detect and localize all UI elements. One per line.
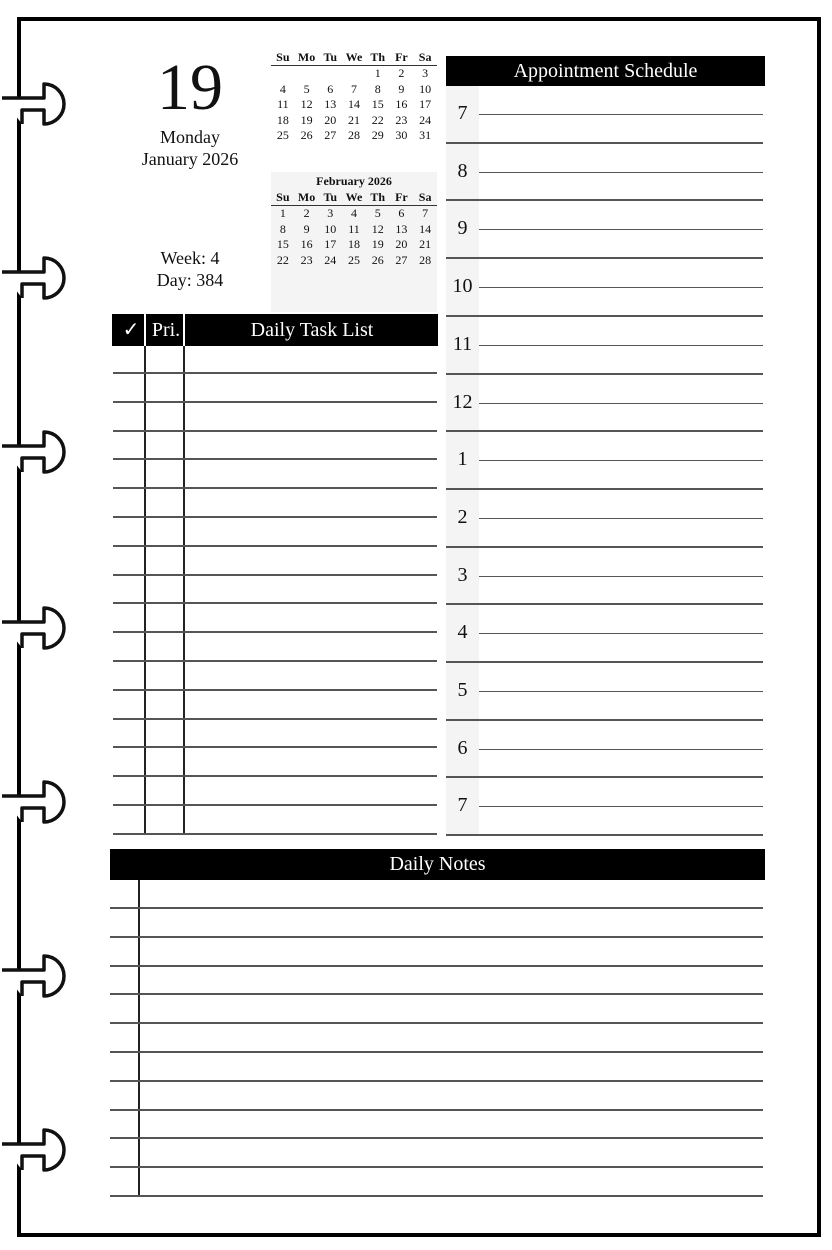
half-hour-line	[479, 518, 763, 519]
calendar-day: 21	[419, 237, 432, 251]
calendar-day: 13	[395, 221, 408, 236]
calendar-day: 29	[371, 128, 384, 142]
hour-line	[446, 776, 763, 778]
half-hour-line	[479, 172, 763, 173]
calendar-day: 26	[300, 128, 313, 142]
calendar-day: 18	[347, 237, 360, 251]
hour-line	[446, 142, 763, 144]
calendar-day: 4	[350, 206, 357, 220]
task-list-title: Daily Task List	[250, 319, 374, 341]
calendar-day: 9	[398, 81, 405, 96]
calendar-day: 18	[276, 112, 289, 127]
day-number: 19	[157, 51, 223, 124]
notes-row-line	[110, 1022, 763, 1024]
task-row-line	[113, 516, 437, 518]
calendar-weekday: Mo	[297, 190, 316, 204]
hour-label: 9	[457, 217, 468, 240]
hour-label: 1	[457, 448, 468, 471]
hour-line	[446, 315, 763, 317]
priority-column-label: Pri.	[151, 319, 181, 341]
calendar-day	[318, 66, 342, 82]
header-divider	[183, 314, 185, 346]
calendar-day: 15	[276, 237, 289, 251]
check-column-divider	[144, 346, 146, 834]
half-hour-line	[479, 633, 763, 634]
hour-label: 2	[457, 505, 468, 528]
month-year-label: January 2026	[141, 149, 239, 169]
calendar-day: 21	[347, 112, 360, 127]
calendar-day: 24	[419, 112, 432, 127]
hour-line	[446, 199, 763, 201]
calendar-day: 3	[327, 206, 334, 220]
header-divider	[144, 314, 146, 346]
hour-label: 7	[457, 102, 468, 124]
notes-row-line	[110, 965, 763, 967]
calendar-day: 19	[371, 237, 384, 251]
half-hour-line	[479, 229, 763, 230]
notes-row-line	[110, 1137, 763, 1139]
calendar-weekday: Tu	[323, 190, 338, 204]
notes-row-line	[110, 936, 763, 938]
priority-column-divider	[183, 346, 185, 834]
binder-ring	[0, 254, 80, 302]
check-column-label: ✓	[122, 319, 140, 341]
calendar-weekday-header	[271, 50, 437, 66]
calendar-day: 20	[395, 237, 408, 251]
hour-label: 8	[457, 159, 468, 182]
task-row-line	[113, 804, 437, 806]
hour-line	[446, 488, 763, 490]
calendar-day: 22	[276, 252, 289, 267]
calendar-day: 11	[277, 97, 289, 111]
calendar-weekday: Sa	[418, 190, 432, 204]
calendar-day-grid	[271, 66, 437, 144]
task-row-line	[113, 487, 437, 489]
calendar-weekday: Sa	[418, 50, 432, 64]
calendar-weekday: We	[345, 190, 363, 204]
calendar-day: 25	[276, 128, 289, 142]
hour-label: 12	[452, 390, 473, 413]
calendar-day: 1	[374, 66, 381, 80]
task-row-line	[113, 372, 437, 374]
half-hour-line	[479, 345, 763, 346]
notes-margin-line	[138, 880, 140, 1196]
calendar-day: 19	[300, 112, 313, 127]
calendar-weekday-header	[271, 190, 437, 206]
half-hour-line	[479, 403, 763, 404]
task-row-line	[113, 746, 437, 748]
half-hour-line	[479, 114, 763, 115]
task-row-line	[113, 689, 437, 691]
notes-row-line	[110, 993, 763, 995]
calendar-day-grid	[271, 206, 437, 268]
hour-line	[446, 834, 763, 836]
mini-calendar-february	[271, 172, 437, 312]
calendar-day: 22	[371, 112, 384, 127]
calendar-weekday: Fr	[395, 50, 408, 64]
calendar-day: 5	[374, 206, 381, 220]
task-row-line	[113, 660, 437, 662]
calendar-day: 17	[324, 237, 337, 251]
hour-line	[446, 257, 763, 259]
half-hour-line	[479, 691, 763, 692]
hour-line	[446, 546, 763, 548]
half-hour-line	[479, 460, 763, 461]
hour-line	[446, 373, 763, 375]
binder-ring	[0, 80, 80, 128]
calendar-day: 24	[324, 252, 337, 267]
calendar-day: 16	[300, 237, 313, 251]
calendar-weekday: Su	[276, 50, 290, 64]
calendar-day: 4	[279, 81, 286, 96]
calendar-day: 26	[371, 252, 384, 267]
task-row-line	[113, 574, 437, 576]
calendar-day: 17	[419, 97, 432, 111]
calendar-day	[342, 66, 366, 82]
task-row-line	[113, 718, 437, 720]
hour-label: 7	[457, 794, 468, 817]
binder-ring	[0, 1126, 80, 1174]
notes-row-line	[110, 1109, 763, 1111]
calendar-day: 14	[419, 221, 432, 236]
mini-calendar-january	[271, 50, 437, 144]
calendar-weekday: Th	[370, 50, 386, 64]
calendar-day: 6	[327, 81, 334, 96]
binder-ring	[0, 428, 80, 476]
calendar-weekday: Su	[276, 190, 290, 204]
calendar-day: 16	[395, 97, 408, 111]
calendar-day: 10	[419, 81, 432, 96]
hour-label: 3	[457, 563, 468, 586]
notes-row-line	[110, 907, 763, 909]
calendar-day: 8	[279, 221, 286, 236]
notes-row-line	[110, 1051, 763, 1053]
half-hour-line	[479, 806, 763, 807]
half-hour-line	[479, 287, 763, 288]
calendar-day: 5	[303, 81, 310, 96]
calendar-day: 3	[422, 66, 429, 80]
calendar-day: 11	[348, 221, 360, 236]
task-row-line	[113, 430, 437, 432]
task-row-line	[113, 775, 437, 777]
calendar-day: 8	[374, 81, 381, 96]
calendar-day: 28	[347, 128, 360, 142]
hour-label: 6	[457, 736, 468, 759]
calendar-day: 13	[324, 97, 337, 111]
task-row-line	[113, 401, 437, 403]
task-row-line	[113, 631, 437, 633]
notes-row-line	[110, 1080, 763, 1082]
hour-line	[446, 603, 763, 605]
task-row-line	[113, 458, 437, 460]
calendar-day: 25	[347, 252, 360, 267]
calendar-day: 30	[395, 128, 408, 142]
calendar-day: 15	[371, 97, 384, 111]
calendar-day: 28	[419, 252, 432, 267]
calendar-weekday: Th	[370, 190, 386, 204]
calendar-day: 10	[324, 221, 337, 236]
half-hour-line	[479, 749, 763, 750]
calendar-day	[271, 66, 295, 82]
task-row-line	[113, 602, 437, 604]
calendar-day: 23	[300, 252, 313, 267]
calendar-day: 27	[324, 128, 337, 142]
calendar-day: 7	[350, 81, 357, 96]
calendar-day: 6	[398, 206, 405, 220]
calendar-day: 1	[279, 206, 286, 220]
hour-line	[446, 661, 763, 663]
calendar-day: 31	[419, 128, 432, 142]
hour-label: 11	[452, 332, 473, 355]
week-number: Week: 4	[160, 248, 220, 268]
hour-label: 5	[457, 679, 468, 701]
task-row-line	[113, 833, 437, 835]
day-of-year: Day: 384	[156, 270, 224, 290]
binder-ring	[0, 778, 80, 826]
task-list-header	[112, 314, 438, 346]
calendar-day: 14	[347, 97, 360, 111]
appointment-schedule-header: Appointment Schedule	[446, 56, 765, 86]
calendar-day: 12	[300, 97, 313, 111]
half-hour-line	[479, 576, 763, 577]
calendar-day: 2	[398, 66, 405, 80]
calendar-weekday: We	[345, 50, 363, 64]
task-row-line	[113, 545, 437, 547]
calendar-day: 9	[303, 221, 310, 236]
hour-label: 10	[452, 275, 473, 298]
calendar-day: 2	[303, 206, 310, 220]
calendar-day: 20	[324, 112, 337, 127]
notes-row-line	[110, 1166, 763, 1168]
calendar-day: 27	[395, 252, 408, 267]
calendar-weekday: Mo	[297, 50, 316, 64]
calendar-day	[295, 66, 319, 82]
calendar-day: 12	[371, 221, 384, 236]
notes-row-line	[110, 1195, 763, 1197]
calendar-weekday: Tu	[323, 50, 338, 64]
daily-notes-header: Daily Notes	[110, 849, 765, 880]
binder-ring	[0, 604, 80, 652]
hour-line	[446, 430, 763, 432]
calendar-day: 7	[422, 206, 429, 220]
calendar-day: 23	[395, 112, 408, 127]
calendar-title: February 2026	[316, 174, 392, 188]
calendar-weekday: Fr	[395, 190, 408, 204]
weekday-label: Monday	[160, 127, 220, 147]
binder-ring	[0, 952, 80, 1000]
hour-line	[446, 719, 763, 721]
hour-label: 4	[457, 621, 468, 644]
